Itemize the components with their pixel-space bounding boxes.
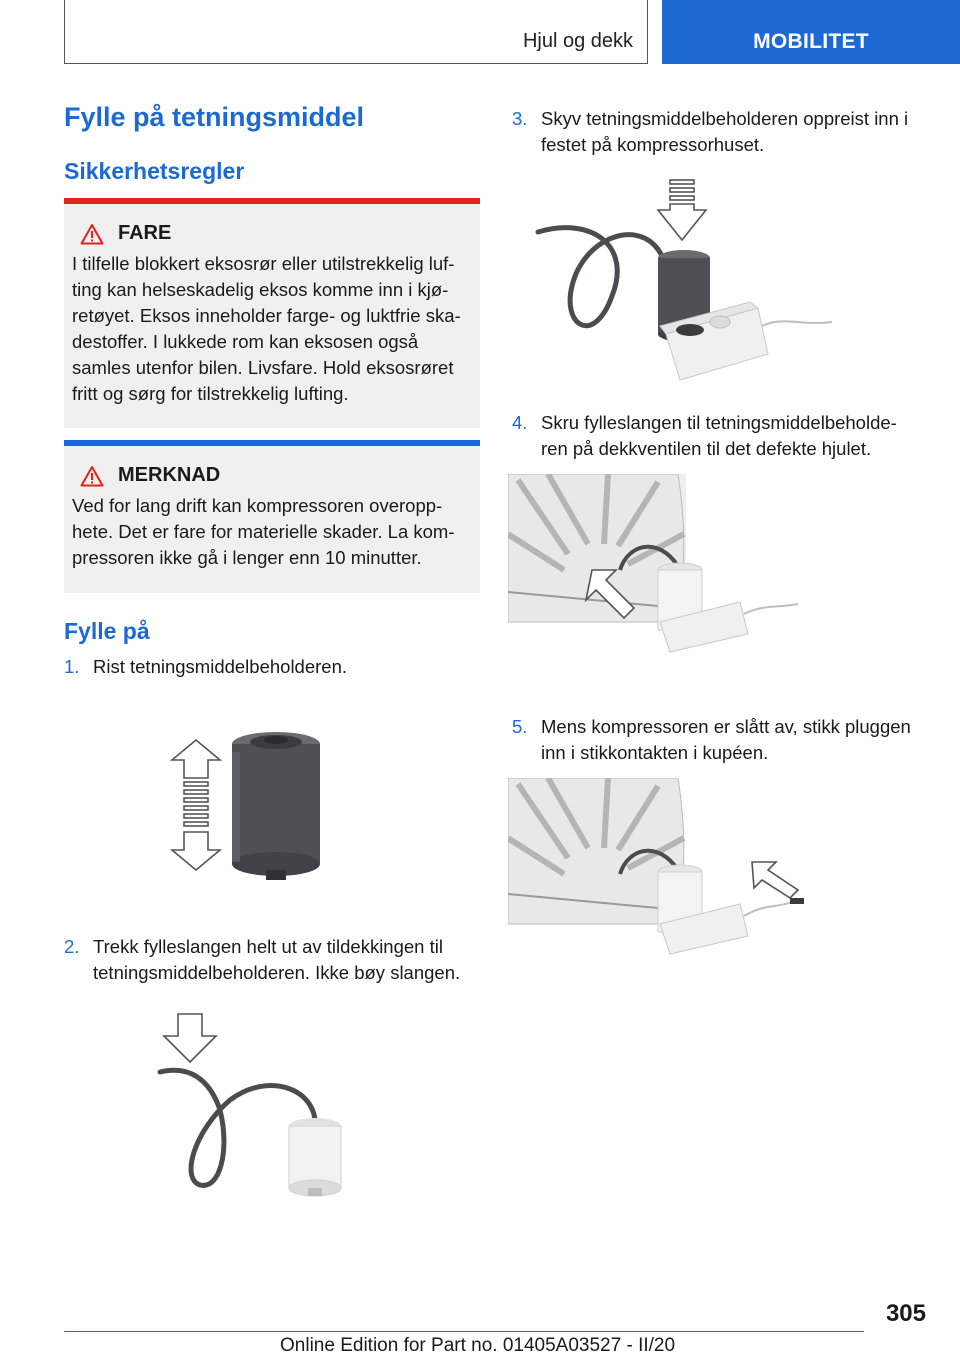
step-number: 2. — [64, 936, 80, 957]
section-title-fill: Fylle på — [64, 618, 150, 644]
danger-box — [64, 198, 480, 428]
footer-divider — [64, 1331, 864, 1332]
step-line: tetningsmiddelbeholderen. Ikke bøy slangen. — [93, 962, 461, 983]
danger-label: FARE — [118, 222, 172, 244]
stripe-arrow-icon — [658, 180, 706, 240]
step-number: 4. — [512, 412, 528, 433]
danger-text — [72, 251, 470, 407]
step-line: Trekk fylleslangen helt ut av tildekkingen til — [93, 936, 443, 957]
insert-canister-figure — [532, 176, 842, 386]
step-line: Skyv tetningsmiddelbeholderen oppreist inn i — [541, 108, 909, 129]
danger-line: destoffer. I lukkede rom kan eksosen også — [72, 331, 419, 352]
hose — [538, 228, 662, 326]
notice-box — [64, 440, 480, 593]
sealant-canister-white — [289, 1118, 341, 1196]
step-line: Skru fylleslangen til tetningsmiddelbeholde- — [541, 412, 897, 433]
step-number: 3. — [512, 108, 528, 129]
step-text — [93, 934, 460, 986]
warning-icon — [80, 465, 104, 487]
danger-line: retøyet. Eksos inneholder farge- og luktfrie ska- — [72, 305, 461, 326]
step-line: ren på dekkventilen til det defekte hjulet. — [541, 438, 872, 459]
pull-hose-figure — [150, 1010, 360, 1210]
step-text — [541, 714, 911, 766]
step-2 — [64, 934, 480, 986]
plug-in-figure — [508, 778, 808, 958]
step-text — [541, 106, 908, 158]
step-line: Mens kompressoren er slått av, stikk pluggen — [541, 716, 911, 737]
header-section-box — [64, 0, 648, 64]
notice-label: MERKNAD — [118, 464, 221, 486]
step-line: inn i stikkontakten i kupéen. — [541, 742, 769, 763]
step-number: 1. — [64, 656, 80, 677]
connect-valve-figure — [508, 474, 808, 659]
down-arrow-icon — [164, 1014, 216, 1062]
step-number: 5. — [512, 716, 528, 737]
danger-line: ting kan helseskadelig eksos komme inn i kjø- — [72, 279, 449, 300]
notice-line: hete. Det er fare for materielle skader. La kom- — [72, 521, 455, 542]
double-arrow-icon — [172, 740, 220, 870]
notice-text — [72, 493, 470, 571]
notice-line: pressoren ikke gå i lenger enn 10 minutter. — [72, 547, 422, 568]
notice-bar — [64, 440, 480, 446]
notice-line: Ved for lang drift kan kompressoren overopp- — [72, 495, 443, 516]
shake-canister-figure — [160, 718, 360, 888]
step-line: festet på kompressorhuset. — [541, 134, 765, 155]
header-section-label: Hjul og dekk — [522, 30, 633, 52]
pointer-arrow-icon — [752, 862, 798, 898]
header-chapter-tab — [662, 0, 960, 64]
step-5 — [512, 714, 932, 766]
danger-line: I tilfelle blokkert eksosrør eller utilstrekkelig luf- — [72, 253, 455, 274]
section-subtitle: Sikkerhetsregler — [64, 158, 245, 184]
sealant-canister — [232, 732, 320, 880]
step-text: Rist tetningsmiddelbeholderen. — [93, 656, 348, 677]
danger-bar — [64, 198, 480, 204]
page-title: Fylle på tetningsmiddel — [64, 102, 365, 132]
step-text — [541, 410, 897, 462]
step-4 — [512, 410, 932, 462]
danger-line: samles utenfor bilen. Livsfare. Hold eksosrøret — [72, 357, 454, 378]
page-number: 305 — [885, 1300, 926, 1327]
danger-line: fritt og sørg for tilstrekkelig lufting. — [72, 383, 349, 404]
step-3 — [512, 106, 932, 158]
footer-edition: Online Edition for Part no. 01405A03527 - II/20 — [280, 1335, 676, 1356]
warning-icon — [80, 223, 104, 245]
header-chapter-label: MOBILITET — [753, 30, 869, 53]
